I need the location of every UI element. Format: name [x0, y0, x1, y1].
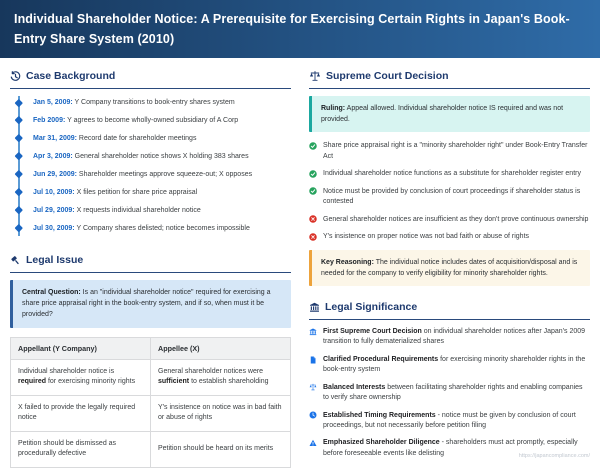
appellant-cell	[11, 395, 151, 431]
timeline-dot-icon	[14, 224, 22, 232]
decision-point	[309, 215, 590, 225]
significance-rest: - notice must be given by conclusion of court proceedings, but not necessarily before petition filing	[323, 411, 576, 429]
cell-text: to establish shareholding	[189, 378, 269, 386]
footer-url: https://japancompliance.com/	[518, 453, 590, 459]
table-header-row	[11, 337, 291, 359]
decision-points	[309, 141, 590, 242]
cell-text: Y's insistence on notice was in bad faith or abuse of rights	[158, 403, 282, 422]
content	[0, 58, 600, 468]
timeline-dot-icon	[14, 206, 22, 214]
decision-point	[309, 232, 590, 242]
cell-text: X failed to provide the legally required notice	[18, 403, 136, 422]
decision-point-text: Y's insistence on proper notice was not bad faith or abuse of rights	[323, 233, 530, 241]
ruling-label: Ruling:	[321, 105, 346, 112]
legal-significance-heading-label: Legal Significance	[325, 301, 418, 314]
check-icon	[309, 187, 317, 195]
document-icon	[309, 356, 317, 364]
timeline-date: Jul 29, 2009:	[33, 206, 75, 214]
case-background-heading	[10, 64, 291, 89]
significance-bold: Emphasized Shareholder Diligence	[323, 439, 440, 447]
right-column	[309, 64, 590, 468]
legal-significance-heading	[309, 295, 590, 320]
ruling-box	[309, 96, 590, 132]
cell-text: Petition should be dismissed as procedurally defective	[18, 439, 117, 458]
timeline-dot-icon	[14, 152, 22, 160]
significance-rest: for exercising minority shareholder rights in the book-entry system	[323, 356, 586, 374]
timeline-text: General shareholder notice shows X holding 383 shares	[72, 152, 249, 160]
timeline-text: X files petition for share price appraisal	[74, 188, 198, 196]
timeline-item	[20, 206, 291, 215]
appellant-header: Appellant (Y Company)	[11, 337, 151, 359]
key-reasoning-label: Key Reasoning:	[321, 258, 374, 266]
gavel-icon	[10, 255, 21, 266]
central-question-label: Central Question:	[22, 289, 81, 296]
cell-bold-text: required	[18, 378, 47, 386]
timeline-text: Shareholder meetings approve squeeze-out; X opposes	[76, 170, 253, 178]
timeline-date: Jun 29, 2009:	[33, 170, 77, 178]
significance-bold: Balanced Interests	[323, 383, 386, 391]
significance-item	[309, 383, 590, 403]
page-title: Individual Shareholder Notice: A Prerequisite for Exercising Certain Rights in Japan's Book-Entry Share System (2010)	[14, 12, 570, 47]
appellee-cell	[151, 395, 291, 431]
table-row	[11, 359, 291, 395]
appellee-cell	[151, 359, 291, 395]
significance-text	[323, 411, 590, 431]
timeline-item	[20, 170, 291, 179]
bank-icon	[309, 302, 320, 313]
key-reasoning-text: The individual notice includes dates of acquisition/disposal and is needed for the company to verify eligibility for minority shareholder rights.	[321, 258, 578, 278]
check-icon	[309, 142, 317, 150]
warning-icon	[309, 439, 317, 447]
timeline-date: Jul 30, 2009:	[33, 224, 75, 232]
cross-icon	[309, 215, 317, 223]
cell-text: Individual shareholder notice is	[18, 367, 115, 375]
table-row	[11, 395, 291, 431]
decision-point-text: General shareholder notices are insufficient as they don't prove continuous ownership	[323, 215, 589, 223]
appellant-cell	[11, 359, 151, 395]
timeline-dot-icon	[14, 134, 22, 142]
decision-point-text: Share price appraisal right is a "minority shareholder right" under Book-Entry Transfer Act	[323, 142, 588, 160]
timeline-text: Y agrees to become wholly-owned subsidiary of A Corp	[65, 116, 239, 124]
decision-point-text: Individual shareholder notice functions as a substitute for shareholder register entry	[323, 170, 581, 178]
timeline-text: X requests individual shareholder notice	[74, 206, 201, 214]
significance-item	[309, 327, 590, 347]
case-timeline	[18, 96, 291, 236]
page-header	[0, 0, 600, 58]
clock-icon	[309, 411, 317, 419]
decision-point	[309, 187, 590, 207]
legal-issue-heading	[10, 248, 291, 273]
central-question-box	[10, 280, 291, 328]
history-icon	[10, 71, 21, 82]
timeline-item	[20, 152, 291, 161]
decision-point-text: Notice must be provided by conclusion of court proceedings if shareholder status is contested	[323, 187, 581, 205]
timeline-dot-icon	[14, 98, 22, 106]
case-background-heading-label: Case Background	[26, 70, 116, 82]
cell-text: for exercising minority rights	[46, 378, 136, 386]
scales-icon	[309, 70, 321, 82]
timeline-dot-icon	[14, 116, 22, 124]
significance-item	[309, 411, 590, 431]
bank-icon	[309, 328, 317, 336]
timeline-item	[20, 188, 291, 197]
timeline-text: Y Company transitions to book-entry shares system	[72, 99, 235, 106]
significance-bold: Established Timing Requirements	[323, 411, 436, 419]
scales-icon	[309, 383, 317, 391]
significance-item	[309, 355, 590, 375]
table-row	[11, 431, 291, 467]
timeline-item	[20, 116, 291, 125]
timeline-date: Jul 10, 2009:	[33, 188, 75, 196]
cell-text: Petition should be heard on its merits	[158, 444, 274, 452]
check-icon	[309, 170, 317, 178]
appellee-cell	[151, 431, 291, 467]
left-column	[10, 64, 291, 468]
significance-list	[309, 327, 590, 458]
significance-text	[323, 383, 590, 403]
significance-rest: - shareholders must act promptly, especially before foreseeable events like delisting	[323, 439, 578, 457]
arguments-table	[10, 337, 291, 468]
timeline-text: Record date for shareholder meetings	[76, 134, 197, 142]
key-reasoning-box	[309, 250, 590, 286]
timeline-dot-icon	[14, 170, 22, 178]
significance-bold: First Supreme Court Decision	[323, 328, 422, 336]
timeline-date: Feb 2009:	[33, 116, 66, 124]
significance-text	[323, 327, 590, 347]
ruling-text: Appeal allowed. Individual shareholder notice IS required and was not provided.	[321, 105, 564, 124]
supreme-court-heading	[309, 64, 590, 89]
timeline-item	[20, 98, 291, 107]
central-question-text: Is an "individual shareholder notice" required for exercising a share price appraisal right in the book-entry system, and if so, when must it be provided?	[22, 289, 271, 319]
decision-point	[309, 141, 590, 161]
appellant-cell	[11, 431, 151, 467]
cross-icon	[309, 233, 317, 241]
significance-rest: on individual shareholder notices after Japan's 2009 transition to fully dematerialized shares	[323, 328, 586, 346]
timeline-item	[20, 224, 291, 233]
timeline-date: Apr 3, 2009:	[33, 152, 73, 160]
cell-text: General shareholder notices were	[158, 367, 264, 375]
decision-point	[309, 169, 590, 179]
timeline-text: Y Company shares delisted; notice becomes impossible	[74, 224, 250, 232]
timeline-date: Jan 5, 2009:	[33, 99, 73, 106]
timeline-item	[20, 134, 291, 143]
timeline-dot-icon	[14, 188, 22, 196]
appellee-header: Appellee (X)	[151, 337, 291, 359]
cell-bold-text: sufficient	[158, 378, 190, 386]
significance-rest: between facilitating shareholder rights and enabling companies to verify share ownership	[323, 383, 583, 401]
significance-bold: Clarified Procedural Requirements	[323, 356, 439, 364]
timeline-date: Mar 31, 2009:	[33, 134, 77, 142]
legal-issue-heading-label: Legal Issue	[26, 254, 84, 266]
significance-text	[323, 355, 590, 375]
supreme-court-heading-label: Supreme Court Decision	[326, 70, 449, 82]
